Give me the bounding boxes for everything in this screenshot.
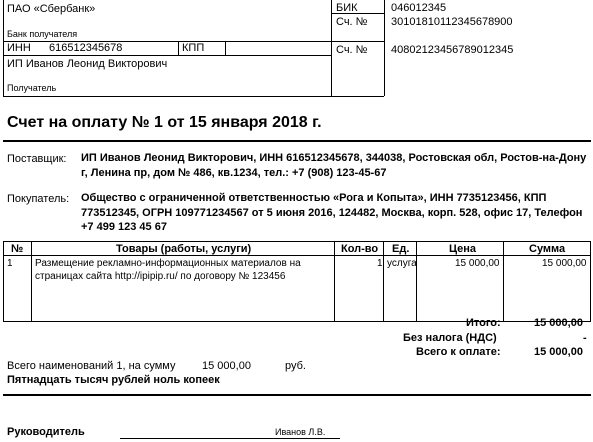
bank-label: Банк получателя (7, 29, 78, 39)
header-qty: Кол-во (341, 243, 379, 255)
summary-currency: руб. (285, 360, 306, 372)
grand-total-label: Всего к оплате: (416, 346, 501, 358)
recipient-label: Получатель (7, 83, 57, 93)
items-count-text: Всего наименований 1, на сумму (7, 360, 176, 372)
invoice-title: Счет на оплату № 1 от 15 января 2018 г. (7, 114, 322, 131)
header-sum: Сумма (529, 243, 566, 255)
row-qty: 1 (377, 258, 383, 269)
header-num: № (11, 243, 24, 255)
total-value: 15 000,00 (534, 317, 583, 329)
row-name: Размещение рекламно-информационных материалов на страницах сайта http://ipipip.ru/ по договору № 123456 (35, 258, 301, 282)
account-value: 40802123456789012345 (391, 44, 514, 56)
summary-sum: 15 000,00 (202, 360, 251, 372)
vat-value: - (583, 332, 587, 344)
buyer-label: Покупатель: (7, 193, 70, 205)
signature-name: Иванов Л.В. (275, 427, 326, 437)
total-label: Итого: (466, 317, 501, 329)
supplier-text: ИП Иванов Леонид Викторович, ИНН 616512345678, 344038, Ростовская обл, Ростов-на-Дону г, Ленина пр, дом № 486, кв.1234, тел.: +7 (908) 123-45-67 (81, 152, 587, 179)
bik-value: 046012345 (391, 2, 447, 14)
row-num: 1 (7, 258, 13, 269)
header-unit: Ед. (392, 243, 410, 255)
header-price: Цена (449, 243, 477, 255)
corr-account-value: 30101810112345678900 (391, 16, 513, 28)
header-name: Товары (работы, услуги) (116, 243, 252, 255)
amount-in-words: Пятнадцать тысяч рублей ноль копеек (7, 374, 220, 386)
inn-value: 616512345678 (49, 42, 123, 54)
vat-label: Без налога (НДС) (403, 332, 497, 344)
inn-label: ИНН (7, 42, 31, 54)
signature-line (120, 438, 340, 439)
summary-underline (3, 394, 591, 396)
row-price: 15 000,00 (455, 258, 500, 269)
grand-total-value: 15 000,00 (534, 346, 583, 358)
row-unit: услуга (387, 258, 417, 269)
buyer-text: Общество с ограниченной ответственностью «Рога и Копыта», ИНН 7735123456, КПП 773512345, ОГРН 109771234567 от 5 июня 2016, 124482, Москва, корп. 528, офис 17, Телефон +7 499 123 45 67 (81, 192, 583, 234)
supplier-label: Поставщик: (7, 153, 67, 165)
corr-account-label: Сч. № (336, 16, 368, 28)
account-label: Сч. № (336, 44, 368, 56)
signature-role: Руководитель (7, 426, 85, 438)
kpp-label: КПП (182, 42, 205, 54)
row-sum: 15 000,00 (542, 258, 587, 269)
bik-label: БИК (336, 2, 358, 14)
recipient-name: ИП Иванов Леонид Викторович (7, 58, 168, 70)
bank-name: ПАО «Сбербанк» (7, 3, 96, 15)
